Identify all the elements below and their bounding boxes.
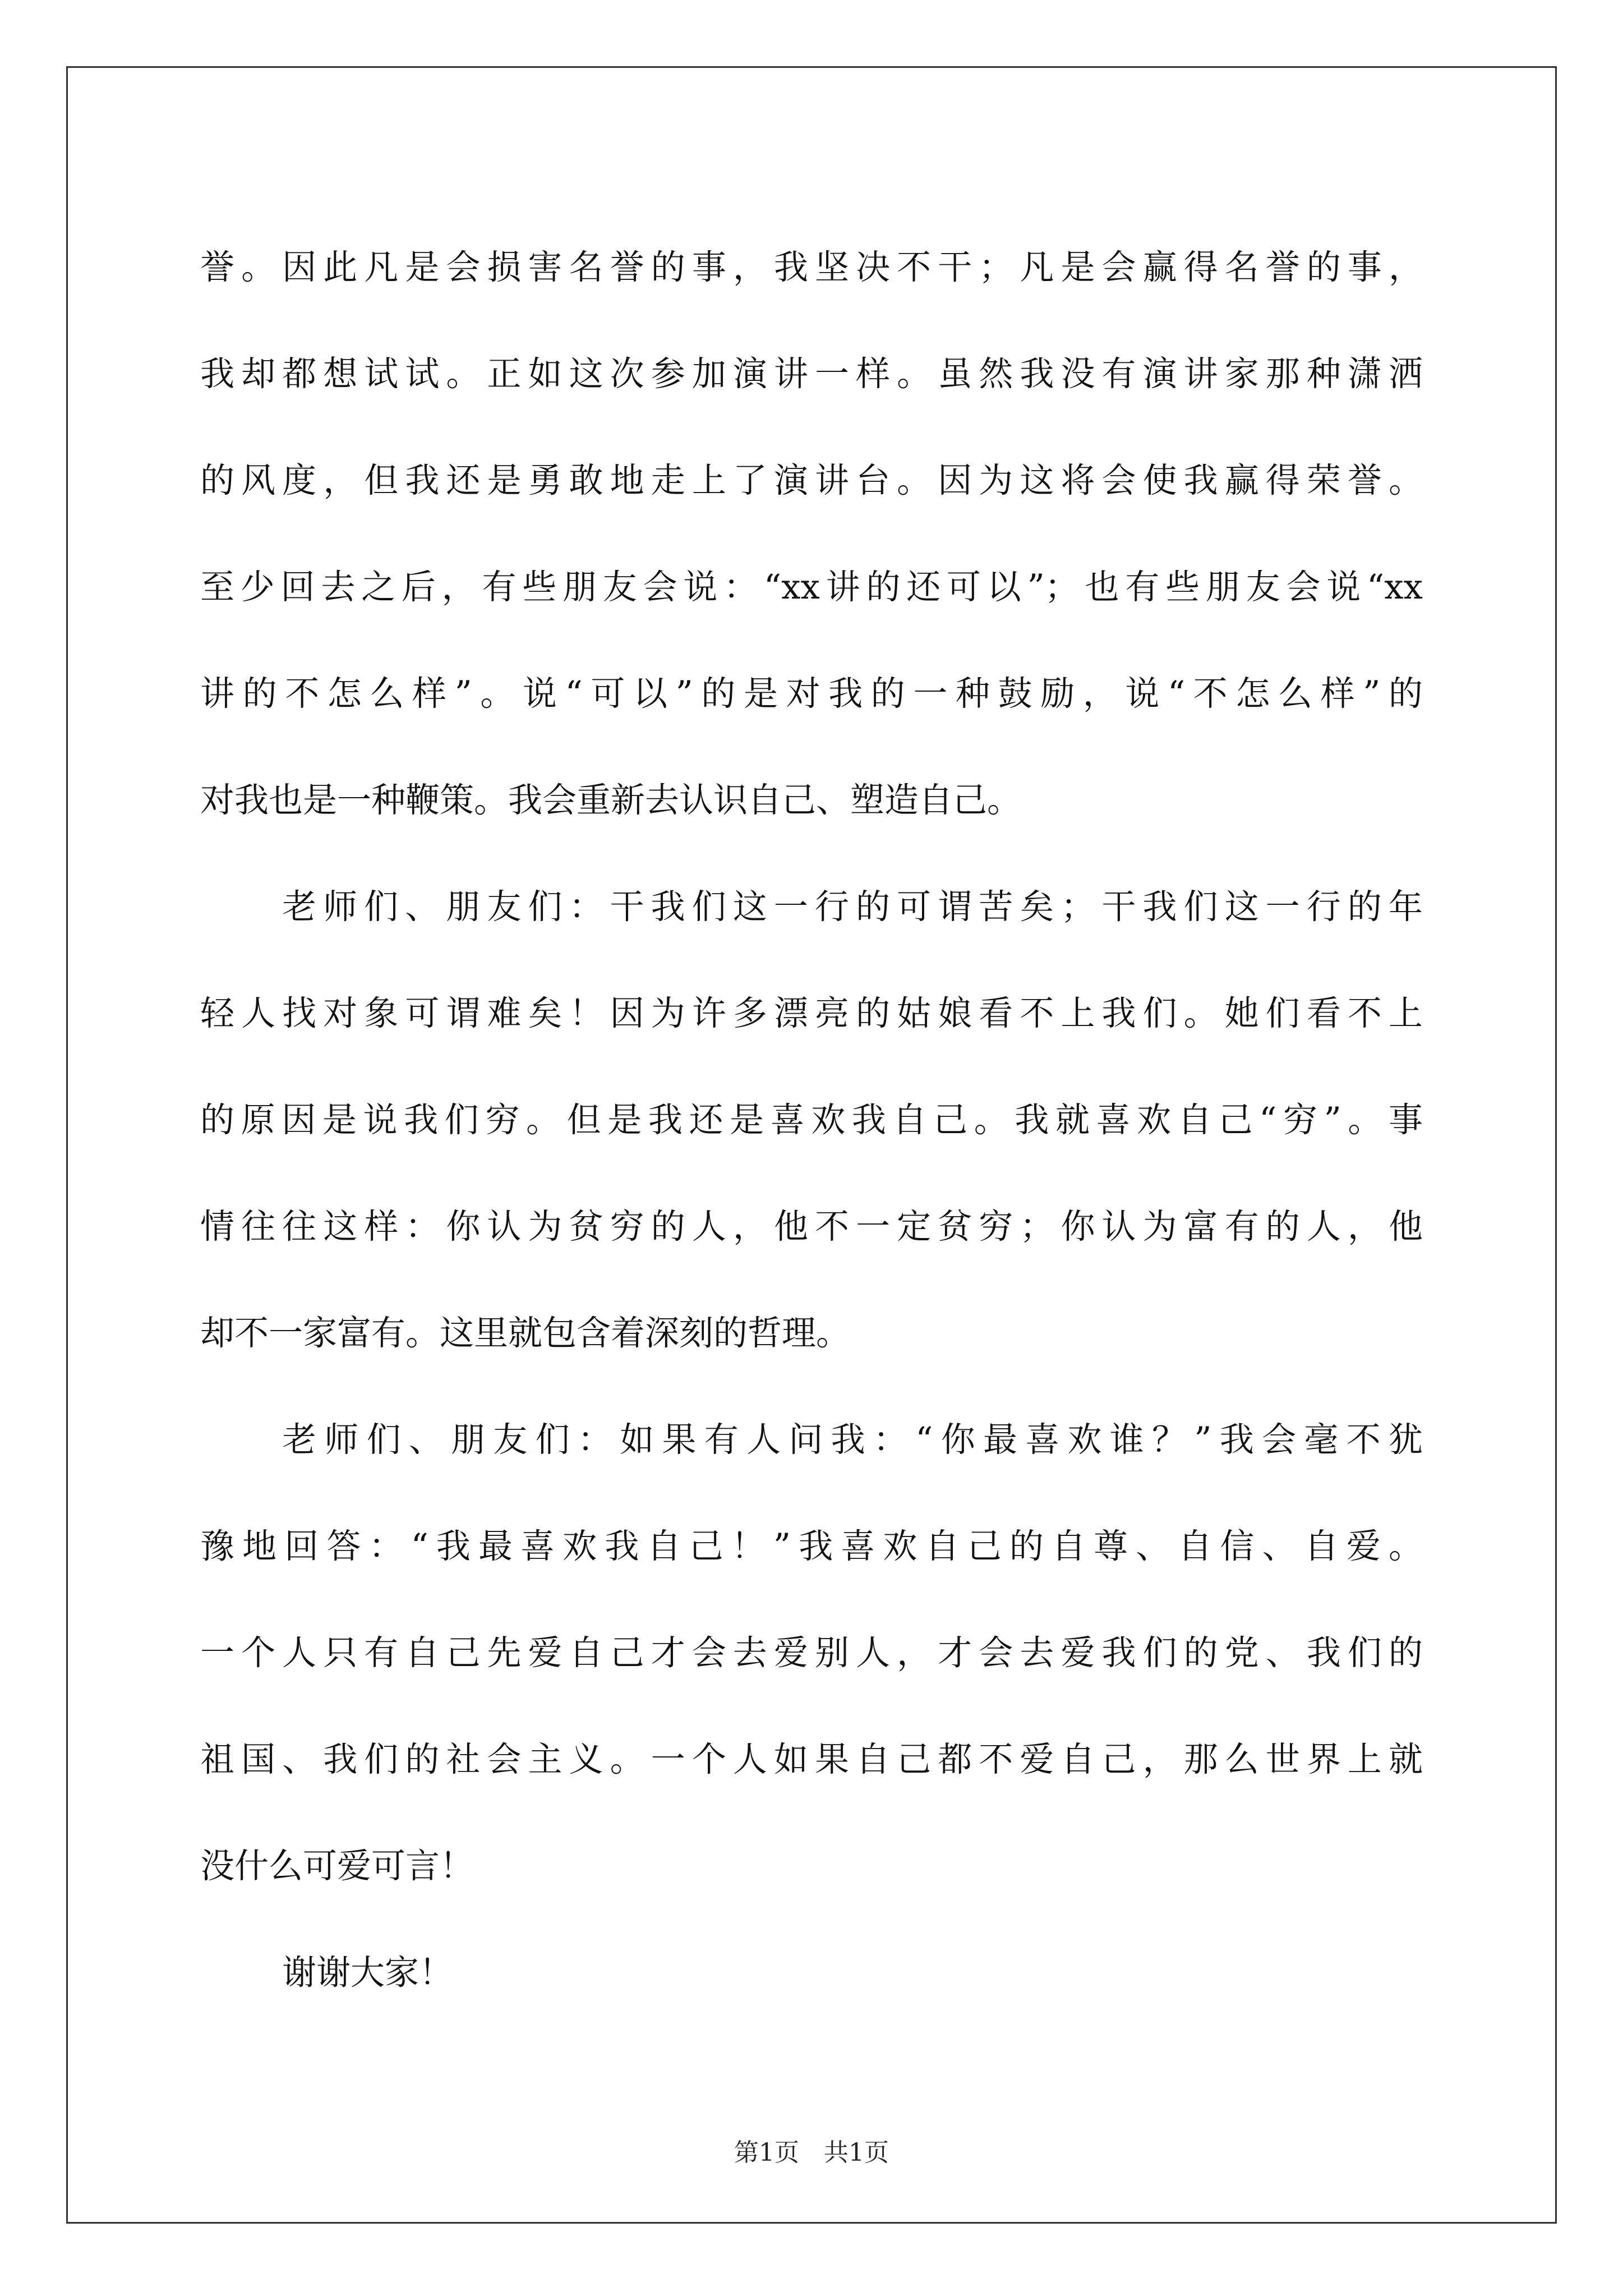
text-line: 情往往这样：你认为贫穷的人，他不一定贫穷；你认为富有的人，他 [200,1207,1423,1246]
text-line: 一个人只有自己先爱自己才会去爱别人，才会去爱我们的党、我们的 [200,1633,1423,1673]
text-line: 对我也是一种鞭策。我会重新去认识自己、塑造自己。 [200,780,1022,820]
text-line: 誉。因此凡是会损害名誉的事，我坚决不干；凡是会赢得名誉的事， [200,247,1423,287]
text-line: 讲的不怎么样”。说“可以”的是对我的一种鼓励，说“不怎么样”的 [200,674,1423,714]
paragraph-first-line: 老师们、朋友们：干我们这一行的可谓苦矣；干我们这一行的年 [282,887,1423,927]
text-line: 豫地回答：“我最喜欢我自己！”我喜欢自己的自尊、自信、自爱。 [200,1526,1423,1566]
text-line: 的风度，但我还是勇敢地走上了演讲台。因为这将会使我赢得荣誉。 [200,461,1423,500]
document-body [200,214,1423,2026]
closing-line: 谢谢大家！ [282,1953,454,1993]
text-line: 却不一家富有。这里就包含着深刻的哲理。 [200,1313,851,1353]
text-line: 我却都想试试。正如这次参加演讲一样。虽然我没有演讲家那种潇洒 [200,354,1423,394]
text-line: 没什么可爱可言！ [200,1846,474,1886]
page-footer: 第1页 共1页 [734,2138,889,2167]
text-line: 至少回去之后，有些朋友会说：“xx讲的还可以”；也有些朋友会说“xx [200,567,1423,607]
text-line: 的原因是说我们穷。但是我还是喜欢我自己。我就喜欢自己“穷”。事 [200,1100,1423,1140]
paragraph-first-line: 老师们、朋友们：如果有人问我：“你最喜欢谁？”我会毫不犹 [282,1420,1423,1460]
text-line: 祖国、我们的社会主义。一个人如果自己都不爱自己，那么世界上就 [200,1740,1423,1779]
text-line: 轻人找对象可谓难矣！因为许多漂亮的姑娘看不上我们。她们看不上 [200,993,1423,1033]
